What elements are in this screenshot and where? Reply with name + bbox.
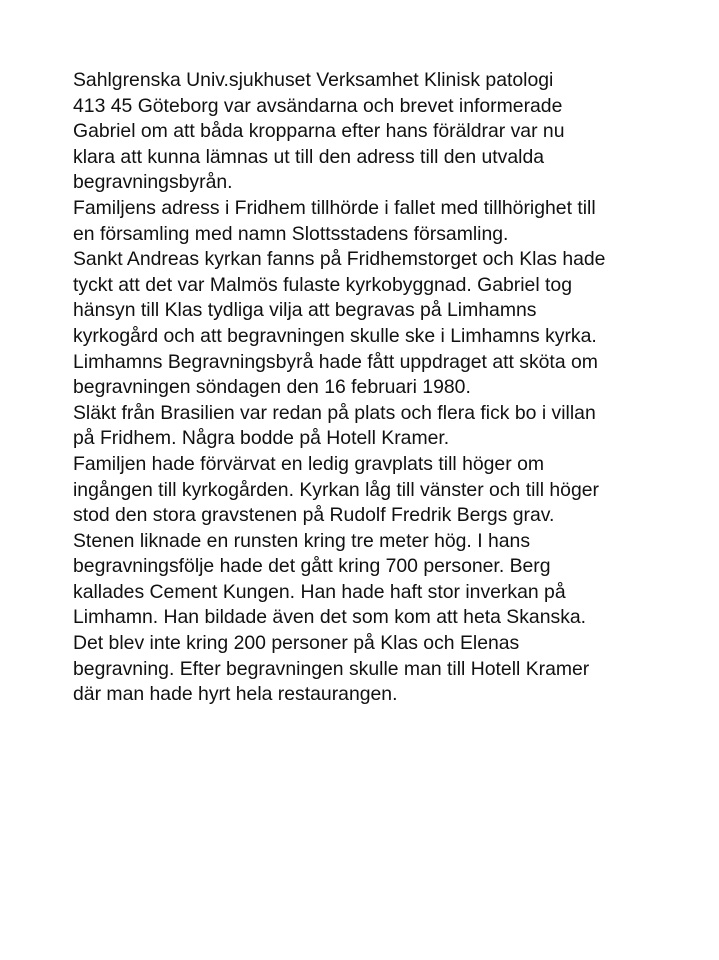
- text-line: begravning. Efter begravningen skulle man till Hotell Kramer: [73, 657, 590, 680]
- text-line: 413 45 Göteborg var avsändarna och brevet informerade: [73, 94, 563, 117]
- text-line: klara att kunna lämnas ut till den adress till den utvalda: [73, 145, 545, 168]
- text-line: Gabriel om att båda kropparna efter hans föräldrar var nu: [73, 120, 565, 143]
- text-line: tyckt att det var Malmös fulaste kyrkobyggnad. Gabriel tog: [73, 273, 572, 296]
- body-text: [73, 68, 713, 708]
- text-line: kyrkogård och att begravningen skulle ske i Limhamns kyrka.: [73, 324, 597, 347]
- text-line: Familjen hade förvärvat en ledig gravplats till höger om: [73, 452, 544, 475]
- text-line: hänsyn till Klas tydliga vilja att begravas på Limhamns: [73, 299, 537, 322]
- text-line: Familjens adress i Fridhem tillhörde i fallet med tillhörighet till: [73, 196, 596, 219]
- text-line: Limhamn. Han bildade även det som kom att heta Skanska.: [73, 606, 587, 629]
- text-line: stod den stora gravstenen på Rudolf Fredrik Bergs grav.: [73, 504, 555, 527]
- text-line: Sankt Andreas kyrkan fanns på Fridhemstorget och Klas hade: [73, 248, 606, 271]
- text-line: Det blev inte kring 200 personer på Klas och Elenas: [73, 632, 520, 655]
- text-line: Sahlgrenska Univ.sjukhuset Verksamhet Klinisk patologi: [73, 69, 554, 91]
- text-line: begravningsbyrån.: [73, 171, 233, 194]
- text-line: kallades Cement Kungen. Han hade haft stor inverkan på: [73, 580, 566, 603]
- text-line: en församling med namn Slottsstadens församling.: [73, 222, 509, 245]
- text-line: ingången till kyrkogården. Kyrkan låg till vänster och till höger: [73, 478, 599, 501]
- text-line: Limhamns Begravningsbyrå hade fått uppdraget att sköta om: [73, 350, 598, 373]
- text-line: på Fridhem. Några bodde på Hotell Kramer.: [73, 427, 450, 450]
- text-line: där man hade hyrt hela restaurangen.: [73, 683, 398, 706]
- text-line: begravningsfölje hade det gått kring 700 personer. Berg: [73, 555, 551, 578]
- text-line: begravningen söndagen den 16 februari 1980.: [73, 376, 471, 399]
- text-line: Stenen liknade en runsten kring tre meter hög. I hans: [73, 529, 531, 552]
- text-line: Släkt från Brasilien var redan på plats och flera fick bo i villan: [73, 401, 596, 424]
